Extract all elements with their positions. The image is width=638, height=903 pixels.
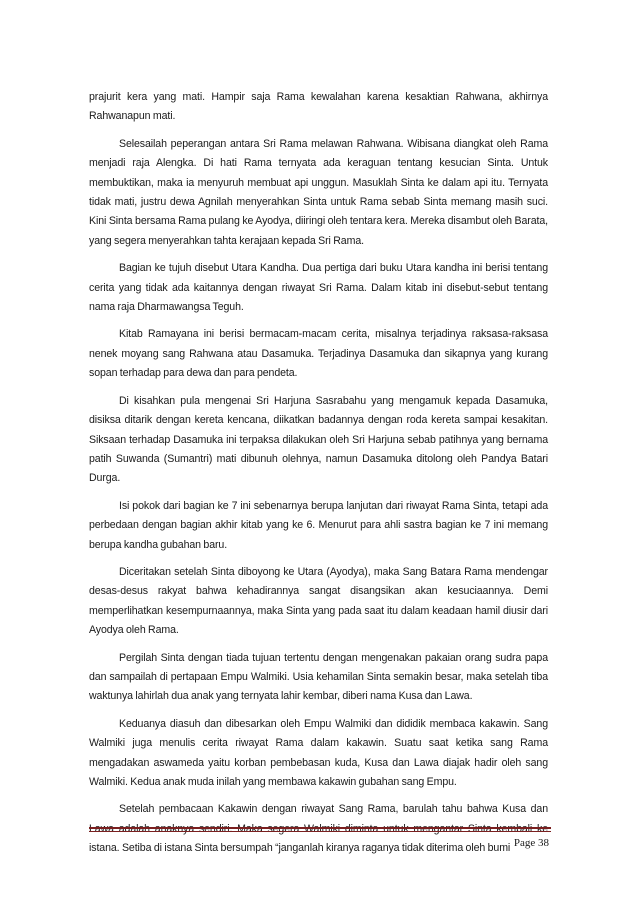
paragraph: Bagian ke tujuh disebut Utara Kandha. Dua pertiga dari buku Utara kandha ini berisi tentang cerita yang tidak ada kaitannya dengan riwayat Sri Rama. Dalam kitab ini disebut-sebut tentang nama raja Dharmawangsa Teguh. — [89, 262, 548, 314]
footer-divider-thin — [89, 831, 551, 832]
page-number: Page 38 — [513, 837, 549, 849]
footer-divider — [89, 827, 551, 832]
footer-divider-thick — [89, 827, 551, 829]
paragraph: Pergilah Sinta dengan tiada tujuan tertentu dengan mengenakan pakaian orang sudra papa dan sampailah di pertapaan Empu Walmiki. Usia kehamilan Sinta semakin besar, maka setelah tiba waktunya lahirlah dua anak yang ternyata lahir kembar, diberi nama Kusa dan Lawa. — [89, 651, 548, 703]
paragraph: Setelah pembacaan Kakawin dengan riwayat Sang Rama, barulah tahu bahwa Kusa dan istana. Setiba di istana Sinta bersumpah “janganlah kiranya raganya tidak diterima oleh bumi — [89, 803, 548, 855]
paragraph: Selesailah peperangan antara Sri Rama melawan Rahwana. Wibisana diangkat oleh Rama menjadi raja Alengka. Di hati Rama ternyata ada keraguan tentang kesucian Sinta. Untuk membuktikan, maka ia menyuruh membuat api unggun. Masuklah Sinta ke dalam api itu. Ternyata tidak mati, justru dewa Agnilah menyerahkan Sinta untuk Rama sebab Sinta memang masih suci. Kini Sinta bersama Rama pulang ke Ayodya, diiringi oleh tentara kera. Mereka disambut oleh Barata, yang segera menyerahkan tahta kerajaan kepada Sri Rama. — [89, 137, 548, 247]
paragraph: Keduanya diasuh dan dibesarkan oleh Empu Walmiki dan dididik membaca kakawin. Sang Walmiki juga menulis cerita riwayat Rama dalam kakawin. Suatu saat ketika sang Rama mengadakan aswameda yaitu korban pembebasan kuda, Kusa dan Lawa diajak hadir oleh sang Walmiki. Kedua anak muda inilah yang membawa kakawin gubahan sang Empu. — [89, 717, 548, 788]
paragraph: Di kisahkan pula mengenai Sri Harjuna Sasrabahu yang mengamuk kepada Dasamuka, disiksa ditarik dengan kereta kencana, diikatkan badannya dengan roda kereta sampai kesakitan. Siksaan terhadap Dasamuka ini terpaksa dilakukan oleh Sri Harjuna sebab patihnya yang bernama patih Suwanda (Sumantri) mati dibunuh olehnya, namun Dasamuka ditolong oleh Pandya Batari Durga. — [89, 394, 548, 485]
paragraph: Isi pokok dari bagian ke 7 ini sebenarnya berupa lanjutan dari riwayat Rama Sinta, tetapi ada perbedaan dengan bagian akhir kitab yang ke 6. Menurut para ahli sastra bagian ke 7 ini memang berupa kandha gubahan baru. — [89, 499, 548, 551]
paragraph: prajurit kera yang mati. Hampir saja Rama kewalahan karena kesaktian Rahwana, akhirnya Rahwanapun mati. — [89, 91, 548, 123]
paragraph: Kitab Ramayana ini berisi bermacam-macam cerita, misalnya terjadinya raksasa-raksasa nenek moyang sang Rahwana atau Dasamuka. Terjadinya Dasamuka dan sikapnya yang kurang sopan terhadap para dewa dan para pendeta. — [89, 328, 548, 380]
paragraph: Diceritakan setelah Sinta diboyong ke Utara (Ayodya), maka Sang Batara Rama mendengar desas-desus rakyat bahwa kehadirannya sangat disangsikan akan kesuciaannya. Demi memperlihatkan kesempurnaannya, maka Sinta yang pada saat itu dalam keadaan hamil diusir dari Ayodya oleh Rama. — [89, 565, 548, 637]
document-body — [89, 88, 548, 867]
